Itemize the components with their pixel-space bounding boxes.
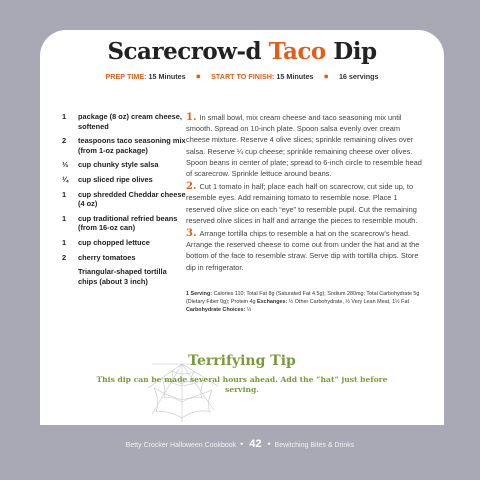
ingredient-item [62, 267, 188, 286]
title-accent: Taco [268, 38, 326, 65]
finish-time-label: START TO FINISH: [211, 72, 275, 81]
nutrition-carb-text: ½ [245, 307, 252, 313]
ingredient-text: cup chunky style salsa [78, 160, 159, 170]
prep-time-label: PREP TIME: [105, 72, 147, 81]
ingredient-text: cherry tomatoes [78, 252, 136, 262]
ingredient-amount: 2 [62, 252, 67, 262]
page-title [40, 38, 444, 65]
ingredient-item [62, 190, 188, 209]
ingredient-text: cup traditional refried beans (from 16-oz can) [78, 213, 178, 233]
nutrition-exchanges-label: Exchanges: [257, 299, 288, 305]
separator-dot: ● [195, 71, 202, 81]
ingredient-amount: 1 [62, 112, 67, 121]
ingredient-amount: 1 [62, 237, 67, 247]
direction-step [186, 181, 422, 226]
footer-dot: • [240, 439, 244, 449]
prep-time-value: 15 Minutes [148, 72, 186, 81]
ingredient-amount: ¼ [62, 174, 69, 184]
ingredient-text: package (8 oz) cream cheese, softened [78, 112, 182, 131]
ingredient-text: cup sliced ripe olives [78, 174, 153, 184]
title-end: Dip [325, 38, 377, 65]
ingredient-item [62, 160, 188, 170]
finish-time-value: 15 Minutes [276, 72, 314, 81]
ingredient-amount: 1 [62, 213, 67, 223]
nutrition-info [186, 290, 422, 314]
nutrition-carb-label: Carbohydrate Choices: [186, 307, 246, 313]
step-text: In small bowl, mix cream cheese and taco seasoning mix until smooth. Spread on 10-inch plate. Spoon salsa evenly over cream cheese mixture. Reserve 4 olive slices; sprinkle remaining olives over salsa. Reserve ¼ cup cheese; sprinkle remaining cheese over olives. Spoon beans in center of plate; spread to 6-inch circle to resemble head of scarecrow. Sprinkle lettuce around beans. [186, 113, 422, 179]
title-main: Scarecrow-d [107, 38, 269, 65]
direction-step [186, 228, 422, 273]
step-text: Arrange tortilla chips to resemble a hat on the scarecrow’s head. Arrange the reserved cheese to come out from under the hat and at the bottom of the face to resemble straw. Serve dip with tortilla chips. Store dip in refrigerator. [186, 229, 420, 272]
nutrition-serving-text: Calories 110; Total Fat 8g (Saturated Fat 4.5g); Sodium 280mg; Total Carbohydrate 5g (Dietary Fiber 0g); Protein 4g [186, 291, 420, 305]
ingredient-item [62, 175, 188, 185]
step-number: 3. [186, 228, 197, 240]
page-number: 42 [249, 438, 262, 450]
ingredient-item [62, 253, 188, 263]
ingredient-amount: 2 [62, 136, 67, 146]
direction-step [186, 112, 422, 179]
footer-book-title: Betty Crocker Halloween Cookbook [125, 442, 237, 449]
footer-section: Bewitching Bites & Drinks [274, 442, 355, 449]
ingredient-amount: ⅓ [62, 160, 69, 170]
page-footer [0, 438, 480, 450]
ingredient-item [62, 214, 188, 233]
recipe-card [40, 30, 444, 425]
nutrition-exchanges-text: ½ Other Carbohydrate, ½ Very Lean Meat, 1½ Fat [287, 299, 409, 305]
nutrition-serving-label: 1 Serving: [186, 291, 213, 297]
tip-title: Terrifying Tip [188, 353, 296, 369]
ingredients-list [62, 112, 188, 291]
ingredient-text: teaspoons taco seasoning mix (from 1-oz package) [78, 136, 186, 155]
directions [186, 112, 422, 275]
ingredient-text: cup shredded Cheddar cheese (4 oz) [78, 189, 186, 209]
recipe-meta [40, 71, 444, 81]
footer-dot: • [267, 439, 271, 449]
ingredient-item [62, 136, 188, 155]
ingredient-amount [62, 267, 78, 286]
ingredient-text: Triangular-shaped tortilla chips (about 3 inch) [78, 267, 167, 286]
ingredient-amount: 1 [62, 189, 67, 199]
tip-text: This dip can be made several hours ahead. Add the “hat” just before serving. [96, 375, 388, 394]
servings-value: 16 servings [338, 72, 379, 81]
step-number: 2. [186, 181, 197, 193]
separator-dot: ● [323, 71, 329, 81]
ingredient-text: cup chopped lettuce [78, 237, 150, 247]
step-number: 1. [186, 112, 197, 123]
ingredient-item [62, 238, 188, 248]
step-text: Cut 1 tomato in half; place each half on scarecrow, cut side up, to resemble eyes. Add remaining tomato to resemble nose. Place 1 reserved olive slice on each “eye” to resemble pupil. Cut the remaining reserved olive slices in half and arrange the pieces to resemble mouth. [186, 182, 418, 225]
ingredient-item [62, 112, 188, 131]
